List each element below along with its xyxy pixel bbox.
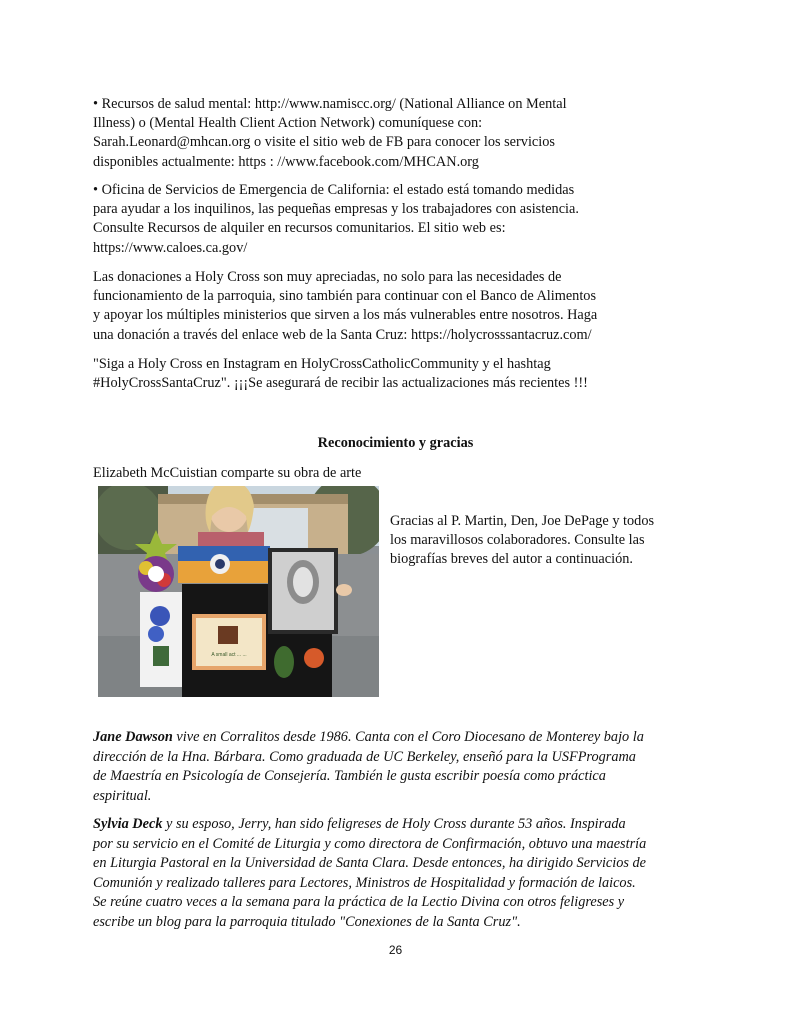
bio-line — [93, 815, 705, 835]
donations-paragraph — [93, 268, 705, 345]
bio-line: espiritual. — [93, 787, 152, 804]
bio-line: por su servicio en el Comité de Liturgia y como directora de Confirmación, obtuvo una maestría — [93, 835, 647, 852]
mental-health-text: Recursos de salud mental: http://www.namiscc.org/ (National Alliance on Mental — [101, 96, 567, 112]
bio-line: escribe un blog para la parroquia titulado "Conexiones de la Santa Cruz". — [93, 913, 521, 930]
bio-text: vive en Corralitos desde 1986. Canta con el Coro Diocesano de Monterey bajo la — [172, 729, 644, 745]
bio-name: Sylvia Deck — [93, 816, 163, 832]
bullet: • — [93, 96, 99, 112]
emergency-services — [93, 181, 705, 258]
emergency-line-2: para ayudar a los inquilinos, las pequeñas empresas y los trabajadores con asistencia. — [93, 201, 579, 218]
bio-line: dirección de la Hna. Bárbara. Como graduada de UC Berkeley, enseñó para la USFPrograma — [93, 748, 636, 765]
mental-health-line-2: Illness) o (Mental Health Client Action Network) comuníquese con: — [93, 115, 483, 132]
emergency-line-3: Consulte Recursos de alquiler en recursos comunitarios. El sitio web es: — [93, 220, 506, 237]
donations-line-2: funcionamiento de la parroquia, sino también para continuar con el Banco de Alimentos — [93, 288, 597, 305]
section-heading: Reconocimiento y gracias — [317, 435, 474, 451]
embroidery-text: A small act ... ... — [211, 652, 247, 658]
mental-health-line-4: disponibles actualmente: https : //www.facebook.com/MHCAN.org — [93, 153, 479, 170]
thanks-line-1: Gracias al P. Martin, Den, Joe DePage y todos — [390, 513, 655, 529]
donations-line-4: una donación a través del enlace web de la Santa Cruz: https://holycrosssantacruz.com/ — [93, 326, 592, 343]
instagram-paragraph — [93, 355, 705, 393]
bio-line: Comunión y realizado talleres para Lectores, Ministros de Hospitalidad y formación de laicos. — [93, 874, 636, 891]
instagram-line-2: #HolyCrossSantaCruz". ¡¡¡Se asegurará de recibir las actualizaciones más recientes !!! — [93, 375, 588, 392]
page-number: 26 — [388, 943, 403, 957]
donations-line-3: y apoyar los múltiples ministerios que sirven a los más vulnerables entre nosotros. Haga — [93, 307, 598, 324]
photo-caption: Elizabeth McCuistian comparte su obra de arte — [93, 465, 362, 481]
bio-line: en Liturgia Pastoral en la Universidad de Santa Clara. Desde entonces, ha dirigido Servicios de — [93, 855, 647, 872]
bio-jane-dawson — [93, 728, 705, 806]
artwork-photo — [98, 486, 379, 697]
bio-line: de Maestría en Psicología de Consejería. También le gusta escribir poesía como práctica — [93, 768, 606, 785]
bullet: • — [93, 182, 99, 198]
bio-line: Se reúne cuatro veces a la semana para la práctica de la Lectio Divina con otros feligreses y — [93, 894, 625, 911]
emergency-line-1 — [93, 181, 705, 200]
bio-sylvia-deck — [93, 815, 705, 933]
instagram-line-1: "Siga a Holy Cross en Instagram en HolyCrossCatholicCommunity y el hashtag — [93, 356, 551, 372]
donations-line-1: Las donaciones a Holy Cross son muy apreciadas, no solo para las necesidades de — [93, 269, 562, 285]
bio-text: y su esposo, Jerry, han sido feligreses de Holy Cross durante 53 años. Inspirada — [162, 816, 626, 832]
bio-name: Jane Dawson — [93, 729, 173, 745]
bio-line — [93, 728, 705, 748]
mental-health-resources — [93, 95, 705, 172]
mental-health-line-1 — [93, 95, 705, 114]
artwork-photo-illustration — [98, 486, 379, 697]
mental-health-line-3: Sarah.Leonard@mhcan.org o visite el sitio web de FB para conocer los servicios — [93, 134, 555, 151]
thanks-line-3: biografías breves del autor a continuación. — [390, 551, 633, 568]
thanks-line-2: los maravillosos colaboradores. Consulte las — [390, 532, 645, 549]
thanks-paragraph — [390, 512, 690, 570]
emergency-text: Oficina de Servicios de Emergencia de California: el estado está tomando medidas — [101, 182, 575, 198]
emergency-line-4: https://www.caloes.ca.gov/ — [93, 239, 248, 256]
